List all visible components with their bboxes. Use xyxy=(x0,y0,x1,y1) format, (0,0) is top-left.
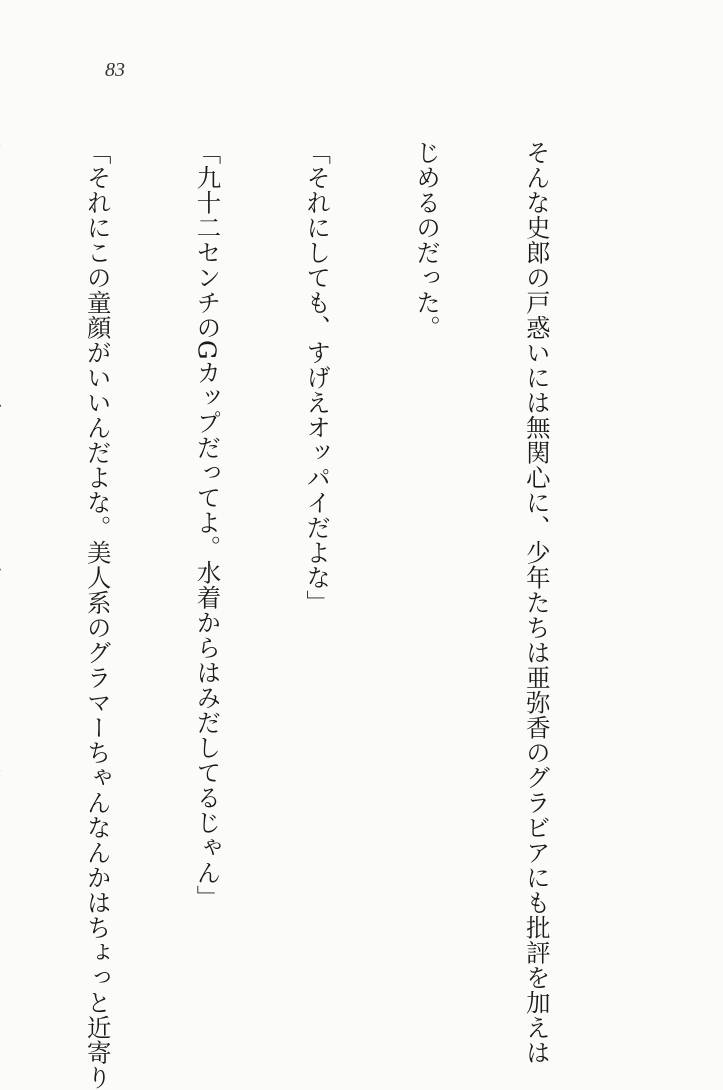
text-line: 「九十二センチのGカップだってよ。水着からはみだしてるじゃん」 xyxy=(192,140,222,911)
text-line: そんな史郎の戸惑いには無関心に、少年たちは亜弥香のグラビアにも批評を加えは xyxy=(521,140,551,1065)
text-line xyxy=(0,140,5,960)
text-line: じめるのだった。 xyxy=(412,140,442,340)
text-line: 「それにこの童顔がいいんだよな。美人系のグラマーちゃんなんかはちょっと近寄り xyxy=(82,140,112,1090)
page-number: 83 xyxy=(105,59,125,81)
text-line: 「それにしても、すげえオッパイだよな」 xyxy=(302,140,332,615)
body-text xyxy=(82,140,627,1090)
